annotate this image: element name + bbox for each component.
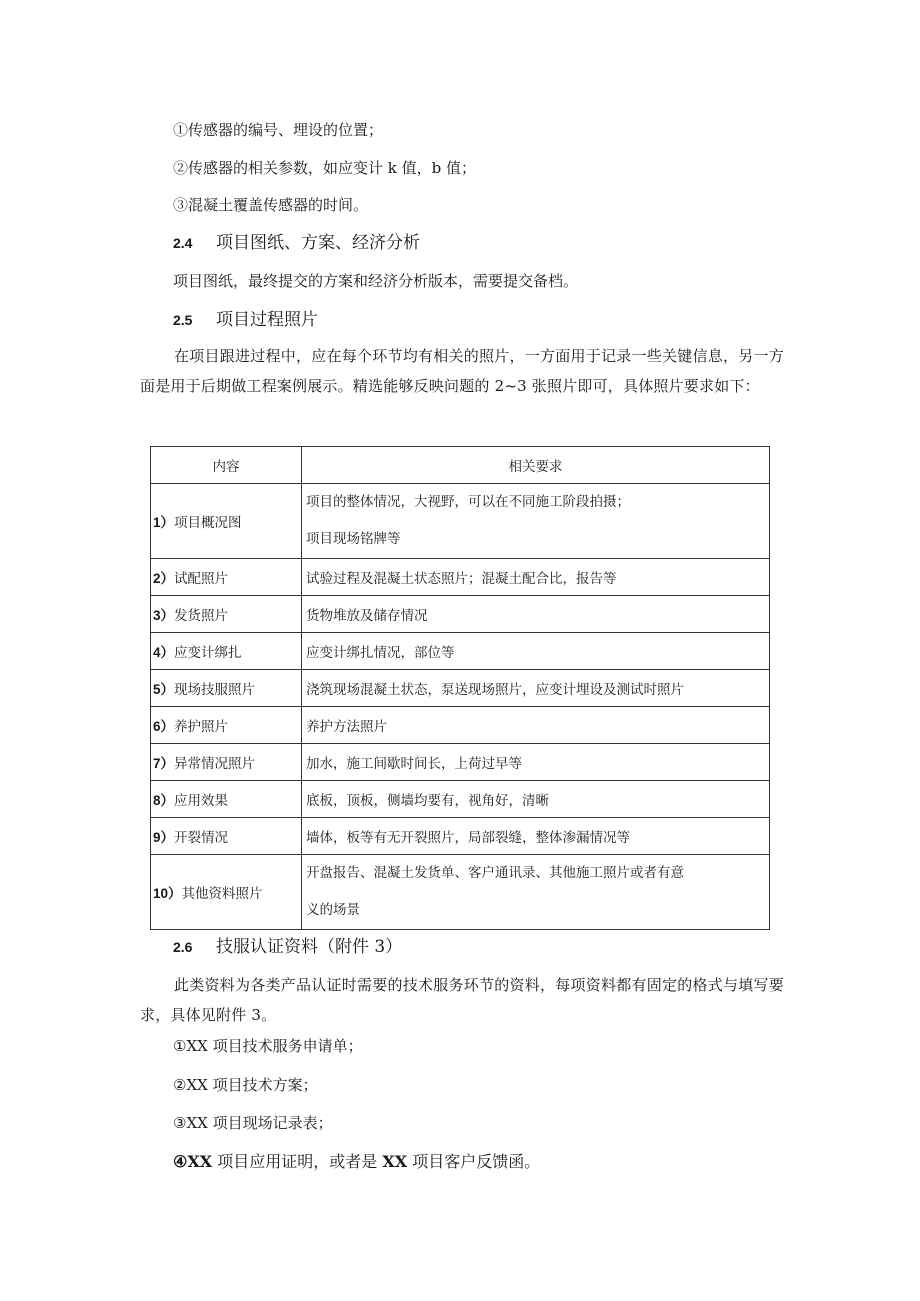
row-label-cell xyxy=(151,484,302,559)
row-number: 4） xyxy=(153,645,175,660)
row-number: 1） xyxy=(153,515,175,530)
row-label: 试配照片 xyxy=(174,571,229,587)
row-label-cell xyxy=(151,596,302,633)
row-label-cell xyxy=(151,633,302,670)
row-requirement-cell: 试验过程及混凝土状态照片；混凝土配合比，报告等 xyxy=(302,559,770,596)
requirement-line: 项目现场铭牌等 xyxy=(306,531,401,547)
table-row xyxy=(151,855,770,930)
table-header-row xyxy=(151,447,770,484)
table-row xyxy=(151,670,770,707)
row-requirement-cell: 底板，顶板，侧墙均要有，视角好，清晰 xyxy=(302,781,770,818)
requirement-line: 项目的整体情况，大视野，可以在不同施工阶段拍摄； xyxy=(306,494,630,510)
section-title: 项目图纸、方案、经济分析 xyxy=(216,233,420,253)
row-label-cell xyxy=(151,855,302,930)
row-number: 7） xyxy=(153,756,175,771)
row-label: 开裂情况 xyxy=(174,830,229,846)
row-label: 应用效果 xyxy=(174,793,229,809)
attach-item-4-mid: 项目应用证明，或者是 xyxy=(212,1152,383,1171)
row-number: 10） xyxy=(153,886,182,901)
row-requirement-cell: 货物堆放及储存情况 xyxy=(302,596,770,633)
row-label: 发货照片 xyxy=(174,608,229,624)
table-row xyxy=(151,484,770,559)
row-requirement-cell: 墙体，板等有无开裂照片，局部裂缝，整体渗漏情况等 xyxy=(302,818,770,855)
row-number: 2） xyxy=(153,571,175,586)
attach-item-4-suffix: 项目客户反馈函。 xyxy=(407,1152,541,1171)
section-number: 2.4 xyxy=(173,235,193,251)
row-label-cell xyxy=(151,781,302,818)
section-2-4-heading xyxy=(173,232,420,254)
section-2-5-heading xyxy=(173,309,318,331)
row-requirement-cell: 加水，施工间歇时间长，上荷过早等 xyxy=(302,744,770,781)
row-label: 项目概况图 xyxy=(174,515,242,531)
table-row xyxy=(151,559,770,596)
table-row xyxy=(151,744,770,781)
section-2-5-body: 在项目跟进过程中，应在每个环节均有相关的照片，一方面用于记录一些关键信息，另一方面是用于后期做工程案例展示。精选能够反映问题的 2~3 张照片即可，具体照片要求如下： xyxy=(140,347,784,395)
requirement-line: 开盘报告、混凝土发货单、客户通讯录、其他施工照片或者有意 xyxy=(306,865,684,881)
row-requirement-cell: 应变计绑扎情况，部位等 xyxy=(302,633,770,670)
row-number: 8） xyxy=(153,793,175,808)
section-2-6-body: 此类资料为各类产品认证时需要的技术服务环节的资料，每项资料都有固定的格式与填写要求，具体见附件 3。 xyxy=(140,976,784,1024)
requirement-line: 义的场景 xyxy=(306,902,360,918)
photo-requirements-table xyxy=(150,446,770,930)
table-row xyxy=(151,596,770,633)
row-label: 其他资料照片 xyxy=(181,886,263,902)
intro-item-3: ③混凝土覆盖传感器的时间。 xyxy=(173,196,369,214)
row-requirement-cell xyxy=(302,484,770,559)
intro-item-2: ②传感器的相关参数，如应变计 k 值，b 值； xyxy=(173,159,476,177)
section-2-4-body: 项目图纸，最终提交的方案和经济分析版本，需要提交备档。 xyxy=(173,272,579,290)
table-header-requirements: 相关要求 xyxy=(302,447,770,484)
row-number: 5） xyxy=(153,682,175,697)
row-number: 6） xyxy=(153,719,175,734)
row-number: 3） xyxy=(153,608,175,623)
intro-item-1: ①传感器的编号、埋设的位置； xyxy=(173,121,384,139)
row-label-cell xyxy=(151,818,302,855)
attach-item-2: ②XX 项目技术方案； xyxy=(173,1076,318,1094)
section-number: 2.6 xyxy=(173,939,193,955)
section-title: 项目过程照片 xyxy=(216,310,318,330)
table-row xyxy=(151,633,770,670)
table-header-content: 内容 xyxy=(151,447,302,484)
table-row xyxy=(151,818,770,855)
row-label-cell xyxy=(151,744,302,781)
table-row xyxy=(151,707,770,744)
section-2-6-heading xyxy=(173,936,402,958)
table-row xyxy=(151,781,770,818)
row-requirement-cell: 浇筑现场混凝土状态，泵送现场照片，应变计埋设及测试时照片 xyxy=(302,670,770,707)
row-number: 9） xyxy=(153,830,175,845)
row-label-cell xyxy=(151,559,302,596)
attach-item-1: ①XX 项目技术服务申请单； xyxy=(173,1037,363,1055)
section-number: 2.5 xyxy=(173,312,193,328)
row-requirement-cell xyxy=(302,855,770,930)
row-label: 现场技服照片 xyxy=(174,682,256,698)
attach-item-4-xx: XX xyxy=(382,1152,408,1171)
row-label: 异常情况照片 xyxy=(174,756,256,772)
attach-item-4 xyxy=(173,1152,540,1172)
row-label-cell xyxy=(151,707,302,744)
section-title: 技服认证资料（附件 3） xyxy=(216,937,403,957)
row-label: 养护照片 xyxy=(174,719,229,735)
row-requirement-cell: 养护方法照片 xyxy=(302,707,770,744)
row-label-cell xyxy=(151,670,302,707)
row-label: 应变计绑扎 xyxy=(174,645,242,661)
attach-item-4-prefix: ④XX xyxy=(173,1152,213,1171)
attach-item-3: ③XX 项目现场记录表； xyxy=(173,1114,333,1132)
